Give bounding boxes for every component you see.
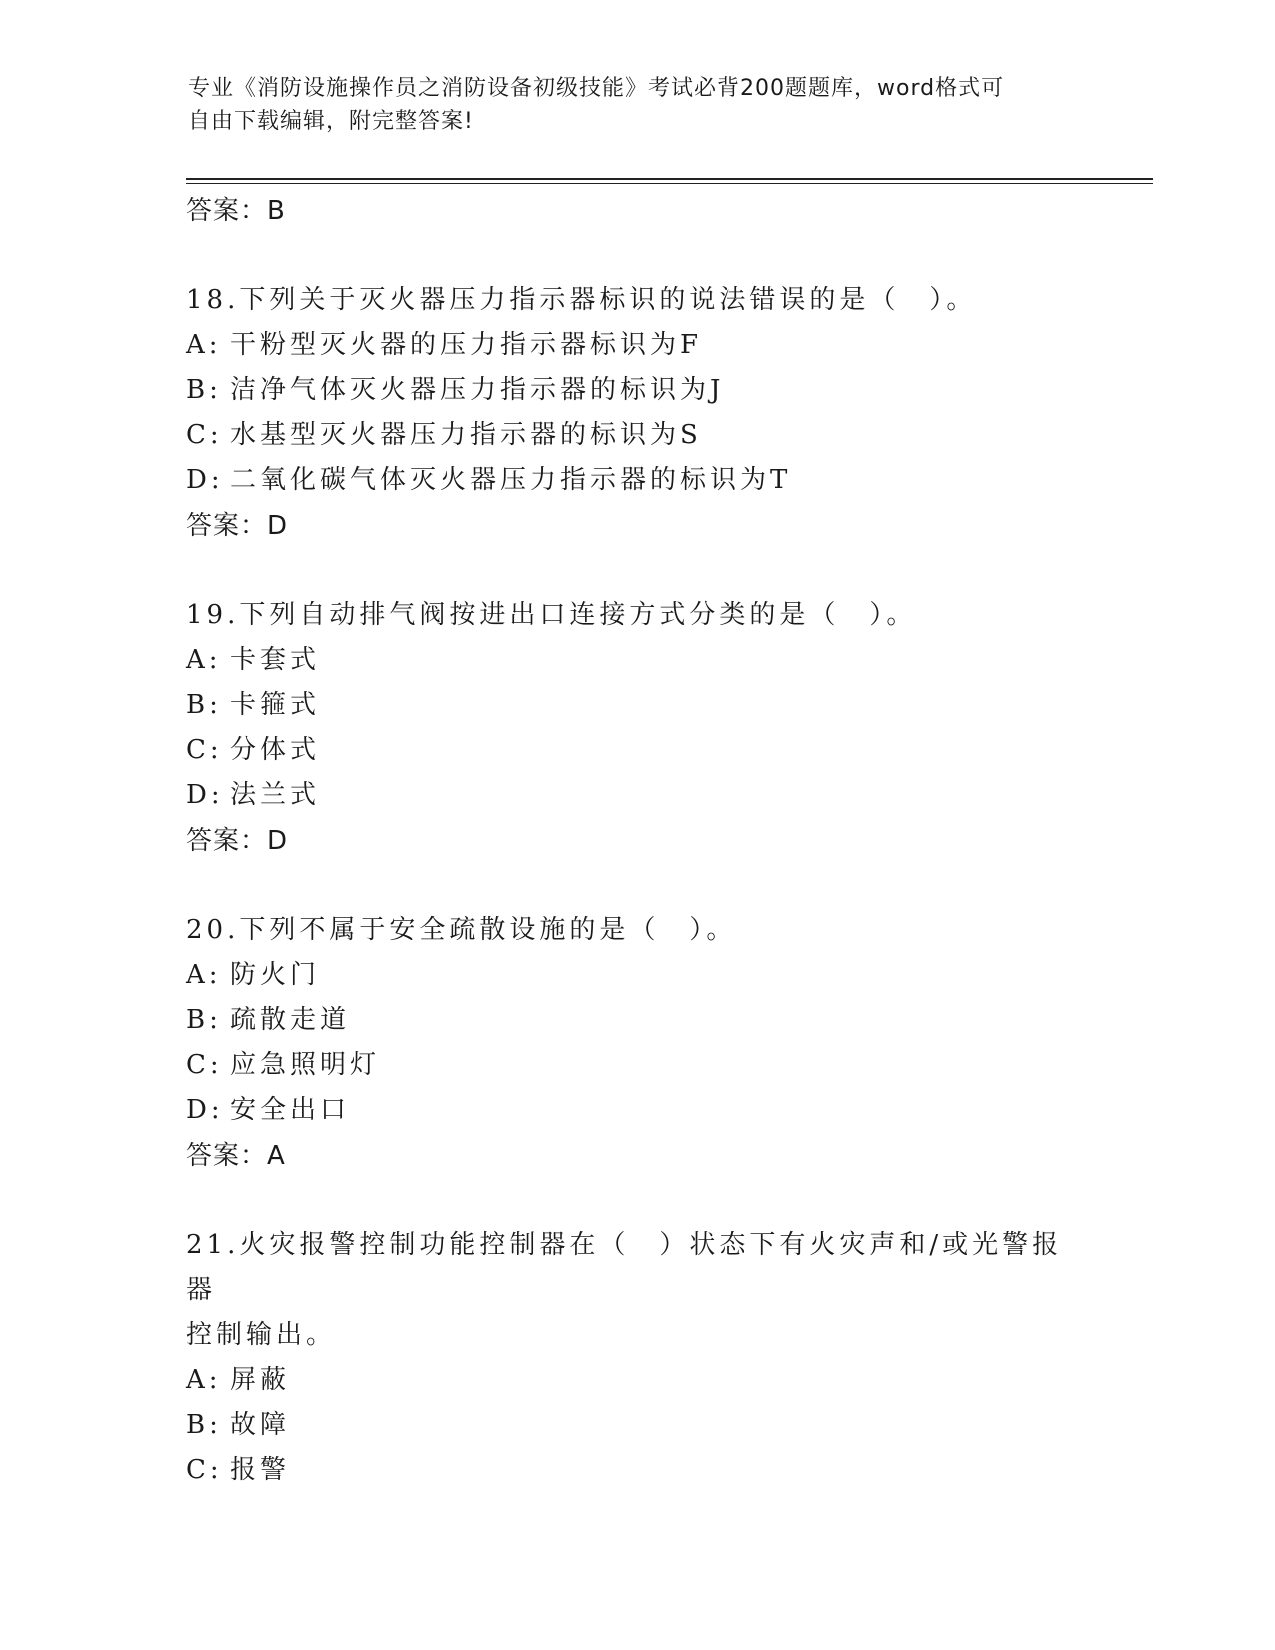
option-b [186, 368, 1086, 413]
option-letter: C: [186, 420, 223, 450]
option-d [186, 458, 1086, 503]
option-a [186, 953, 1086, 998]
option-a [186, 1358, 1086, 1403]
question-item [186, 278, 1086, 549]
option-text: 屏蔽 [230, 1365, 291, 1395]
option-letter: C: [186, 1455, 223, 1485]
option-letter: A: [186, 330, 222, 360]
question-stem: 19.下列自动排气阀按进出口连接方式分类的是（ ）。 [186, 600, 917, 630]
option-letter: A: [186, 960, 222, 990]
option-c [186, 1043, 1086, 1088]
header-line-1: 专业《消防设施操作员之消防设备初级技能》考试必背200题题库，word格式可 [188, 76, 1005, 101]
option-b [186, 683, 1086, 728]
option-letter: D: [186, 780, 224, 810]
option-letter: D: [186, 465, 224, 495]
option-text: 防火门 [230, 960, 321, 990]
question-list [186, 188, 1086, 1493]
answer-line: 答案：A [186, 1141, 286, 1171]
option-text: 卡箍式 [230, 690, 321, 720]
answer-line: 答案：D [186, 826, 289, 856]
option-d [186, 773, 1086, 818]
option-text: 法兰式 [230, 780, 321, 810]
answer-line: 答案：B [186, 196, 286, 226]
question-stem-line-2: 控制输出。 [186, 1320, 337, 1350]
option-text: 干粉型灭火器的压力指示器标识为F [230, 330, 703, 360]
option-text: 分体式 [230, 735, 321, 765]
option-text: 卡套式 [230, 645, 321, 675]
option-text: 安全出口 [230, 1095, 351, 1125]
document-header [188, 72, 1068, 138]
question-stem [186, 1223, 1086, 1358]
question-stem: 18.下列关于灭火器压力指示器标识的说法错误的是（ ）。 [186, 285, 977, 315]
option-letter: C: [186, 735, 223, 765]
option-text: 报警 [230, 1455, 291, 1485]
answer-line: 答案：D [186, 511, 289, 541]
option-c [186, 413, 1086, 458]
option-text: 应急照明灯 [230, 1050, 381, 1080]
option-text: 水基型灭火器压力指示器的标识为S [230, 420, 702, 450]
option-c [186, 728, 1086, 773]
option-text: 二氧化碳气体灭火器压力指示器的标识为T [230, 465, 792, 495]
header-divider [186, 178, 1153, 180]
option-c [186, 1448, 1086, 1493]
option-text: 疏散走道 [230, 1005, 351, 1035]
header-line-2: 自由下载编辑，附完整答案! [188, 109, 474, 134]
option-letter: A: [186, 645, 222, 675]
option-a [186, 638, 1086, 683]
option-letter: C: [186, 1050, 223, 1080]
option-text: 故障 [230, 1410, 291, 1440]
option-d [186, 1088, 1086, 1133]
option-b [186, 1403, 1086, 1448]
header-divider-thin [186, 183, 1153, 184]
question-item [186, 908, 1086, 1179]
option-letter: B: [186, 375, 222, 405]
option-text: 洁净气体灭火器压力指示器的标识为J [230, 375, 725, 405]
option-letter: B: [186, 1410, 222, 1440]
question-item [186, 1223, 1086, 1493]
option-letter: D: [186, 1095, 224, 1125]
option-letter: B: [186, 1005, 222, 1035]
question-stem: 20.下列不属于安全疏散设施的是（ ）。 [186, 915, 737, 945]
question-item [186, 593, 1086, 864]
option-b [186, 998, 1086, 1043]
option-letter: A: [186, 1365, 222, 1395]
question-stem-line-1: 21.火灾报警控制功能控制器在（ ）状态下有火灾声和/或光警报器 [186, 1230, 1063, 1305]
option-a [186, 323, 1086, 368]
option-letter: B: [186, 690, 222, 720]
